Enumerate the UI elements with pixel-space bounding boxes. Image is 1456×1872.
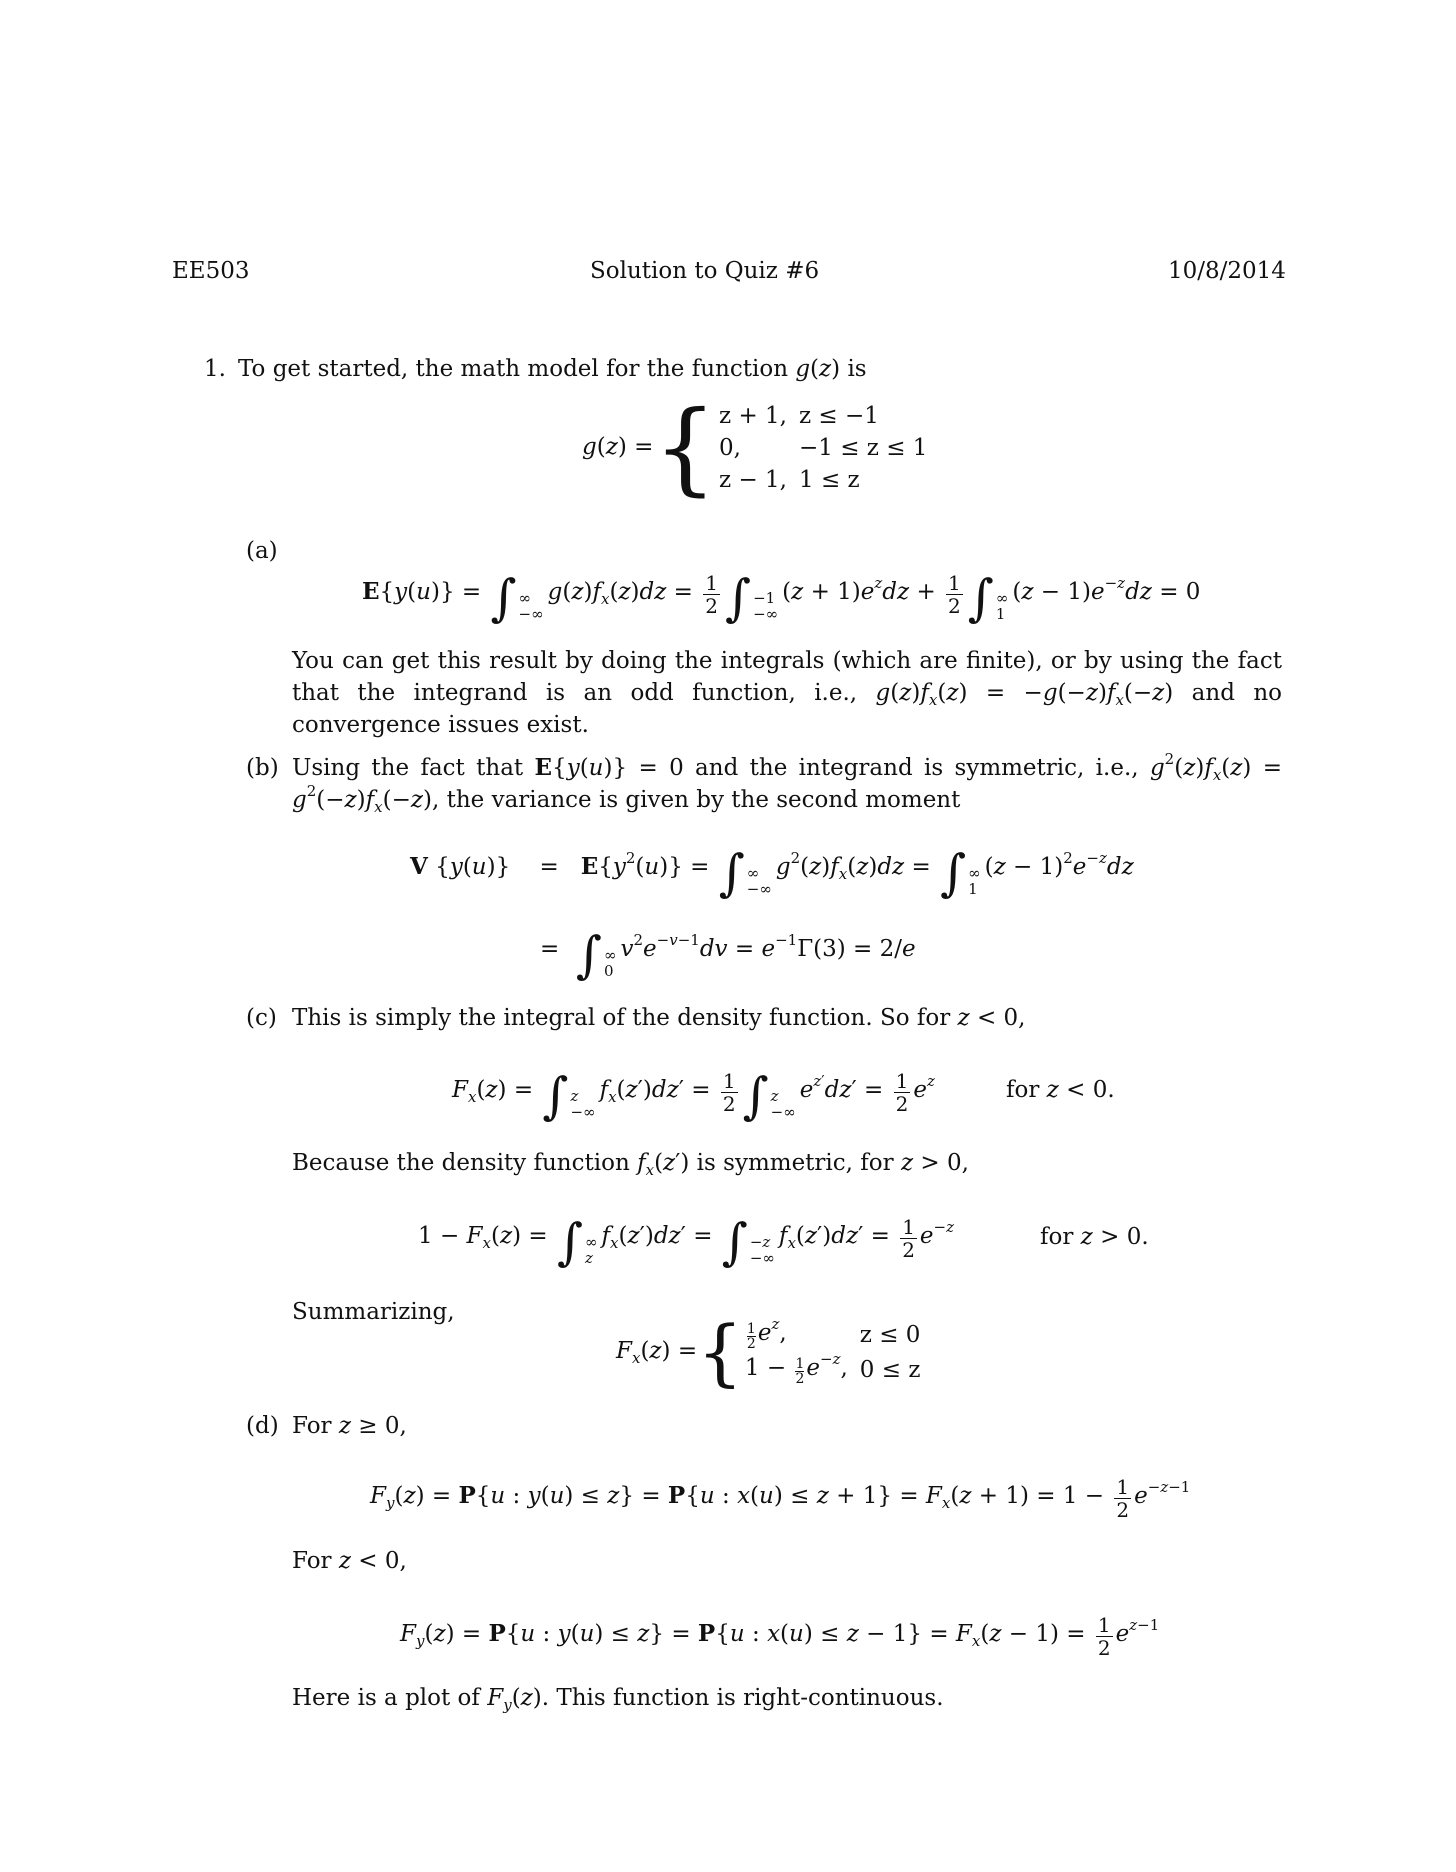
cdf-negative-condition: for z < 0. [1006, 1077, 1115, 1103]
part-d-text3: Here is a plot of $F_y(z)$. This function is right-continuous. [292, 1685, 944, 1714]
g-case-expr: z + 1, [719, 403, 787, 429]
g-case-expr: z − 1, [719, 467, 787, 493]
cdf-y-positive-equation: $F_y(z) = P\{u$ : y(u) ≤ z} = P{u : $x(u) \le z + 1\} = F_x(z + 1) = 1$ − $\frac{1}{2}$ $e^{-z-1}$ [370, 1475, 1191, 1522]
part-c-text2: Because the density function $f_x(z')$ is symmetric, for z > 0, [292, 1150, 969, 1179]
part-b-text: Using the fact that E{y(u)} = 0 and the integrand is symmetric, i.e., $g^2(z)f_x(z) = g^2(-z)f_x(-z)$, the variance is given by the second moment [292, 750, 1283, 816]
page-title: Solution to Quiz #6 [590, 258, 820, 284]
cdf-case-expr: 1 − $\frac{1}{2}$ $e^{-z}$, [744, 1350, 848, 1387]
brace: { [697, 1310, 743, 1394]
cdf-positive-condition: for z > 0. [1040, 1224, 1149, 1250]
cdf-case-cond: 0 ≤ z [859, 1356, 921, 1383]
part-a-label: (a) [246, 538, 278, 564]
part-d-text1: For z ≥ 0, [292, 1413, 407, 1439]
g-definition: g(z) ={ z + 1, z ≤ −1 0, −1 ≤ z ≤ 1 z − 1, 1 ≤ z [582, 398, 939, 498]
cdf-positive-equation: $1 - F_x(z)$ = ∫ ∞ z $f_x(z')dz'$ = ∫ −z −∞ $f_x(z')dz'$ = $\frac{1}{2}$ $e^{-z}$ [418, 1213, 955, 1271]
part-d-label: (d) [246, 1413, 279, 1439]
g-cases-table [717, 399, 939, 497]
part-b-label: (b) [246, 755, 279, 781]
cdf-summary-definition: $F_x(z)$ ={ $\frac{1}{2}$ $e^z$, z ≤ 0 1 − $\frac{1}{2}$ $e^{-z}$, 0 ≤ z [616, 1316, 932, 1388]
part-a-text: You can get this result by doing the integrals (which are finite), or by using the fact that the integrand is an odd function, i.e., $g(z)f_x(z) = -g(-z)f_x(-z)$ and no convergence issues exist. [292, 648, 1283, 738]
problem-number: 1. [204, 356, 226, 382]
part-c-label: (c) [246, 1005, 277, 1031]
part-a-expectation-equation: E{y(u)} = ∫ ∞ −∞ $g(z)f_x(z)dz$ = $\frac{1}{2}$ ∫ −1 −∞ $(z + 1)e^zdz$ + $\frac{1}{2}$ ∫ ∞ 1 $(z - 1)e^{-z}dz = 0$ [362, 569, 1201, 627]
cdf-cases-table [743, 1316, 933, 1388]
variance-equation-line2: = ∫ ∞ 0 $v^2e^{-v-1}dv = e^{-1}\Gamma(3) = 2/e$ [540, 926, 916, 984]
part-c-summary-label: Summarizing, [292, 1299, 455, 1325]
date: 10/8/2014 [1168, 258, 1286, 284]
variance-equation-line1: V {y(u)} = $E\{y^2(u)\}$ = ∫ ∞ −∞ $g^2(z)f_x(z)dz$ = ∫ ∞ 1 $(z - 1)^2e^{-z}dz$ [410, 844, 1134, 902]
part-c-text1: This is simply the integral of the density function. So for z < 0, [292, 1005, 1026, 1031]
brace: { [653, 389, 718, 506]
problem-intro: To get started, the math model for the function g(z) is [238, 356, 867, 382]
part-d-text2: For z < 0, [292, 1548, 407, 1574]
course-code: EE503 [172, 258, 250, 284]
g-case-cond: −1 ≤ z ≤ 1 [799, 435, 928, 461]
cdf-case-expr: $\frac{1}{2}$ $e^z$, [746, 1315, 787, 1352]
cdf-case-cond: z ≤ 0 [859, 1321, 921, 1348]
cdf-y-negative-equation: $F_y(z) = P\{u$ : y(u) ≤ z} = P{u : $x(u) \le z - 1\} = F_x(z - 1)$ = $\frac{1}{2}$ $e^{z-1}$ [400, 1613, 1160, 1660]
g-case-cond: z ≤ −1 [799, 403, 879, 429]
g-case-expr: 0, [719, 435, 741, 461]
g-case-cond: 1 ≤ z [799, 467, 860, 493]
cdf-negative-equation: $F_x(z)$ = ∫ z −∞ $f_x(z')dz'$ = $\frac{1}{2}$ ∫ z −∞ $e^{z'}dz'$ = $\frac{1}{2}$ $e^z$ [452, 1067, 935, 1125]
